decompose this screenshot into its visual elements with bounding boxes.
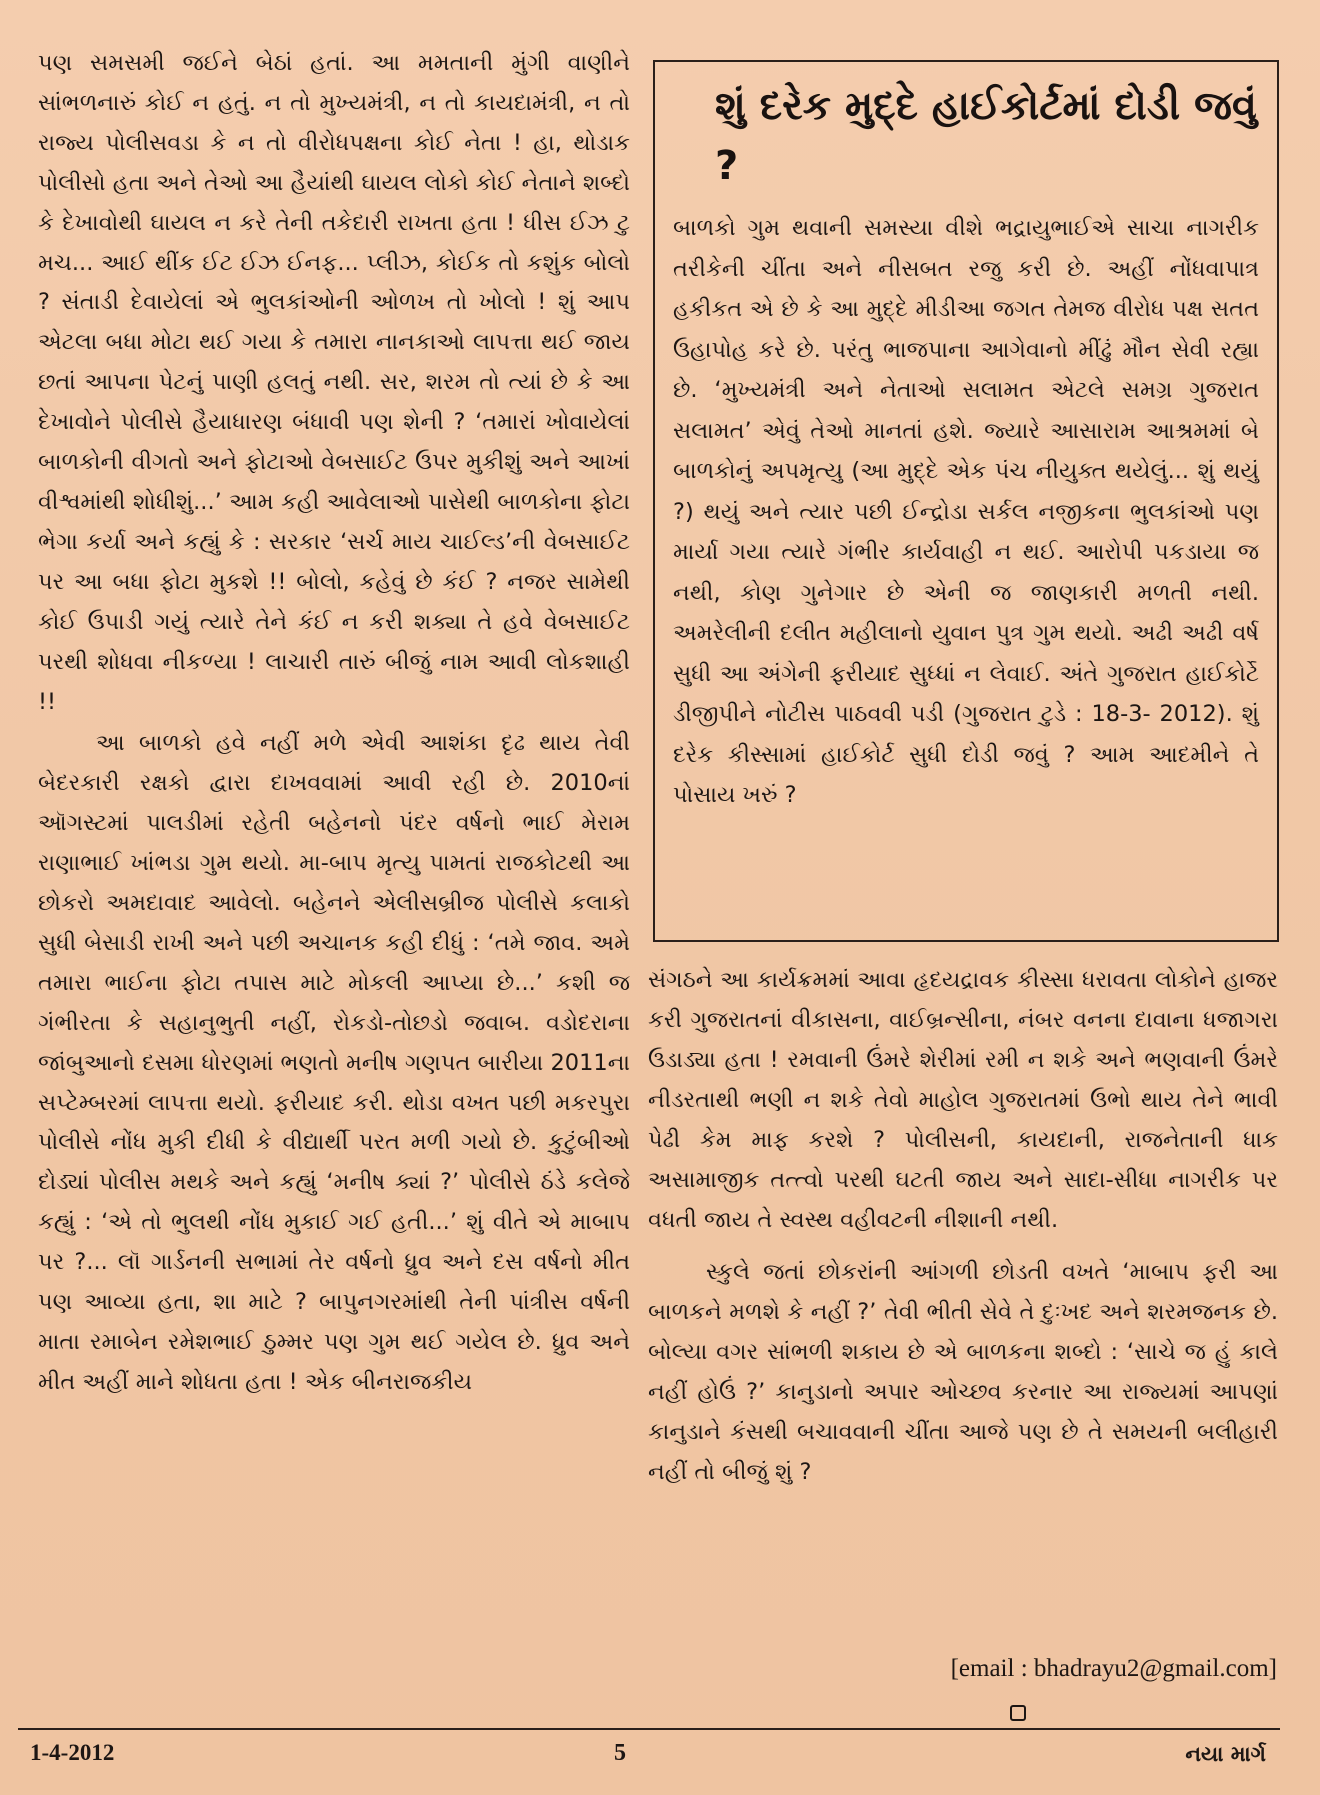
left-paragraph-2: આ બાળકો હવે નહીં મળે એવી આશંકા દૃઢ થાય તેવી બેદરકારી રક્ષકો દ્વારા દાખવવામાં આવી રહી છે. 2010નાં ઑગસ્ટમાં પાલડીમાં રહેતી બહેનનો પંદર વર્ષનો ભાઈ મેરામ રાણાભાઈ ખાંભડા ગુમ થયો. મા-બાપ મૃત્યુ પામતાં રાજકોટથી આ છોકરો અમદાવાદ આવેલો. બહેનને એલીસબ્રીજ પોલીસે કલાકો સુધી બેસાડી રાખી અને પછી અચાનક કહી દીધું : ‘તમે જાવ. અમે તમારા ભાઈના ફોટા તપાસ માટે મોકલી આપ્યા છે...’ કશી જ ગંભીરતા કે સહાનુભુતી નહીં, રોકડો-તોછડો જવાબ. વડોદરાના જાંબુઆનો દસમા ધોરણમાં ભણતો મનીષ ગણપત બારીયા 2011ના સપ્ટેમ્બરમાં લાપત્તા થયો. ફરીયાદ કરી. થોડા વખત પછી મકરપુરા પોલીસે નોંધ મુકી દીધી કે વીદ્યાર્થી પરત મળી ગયો છે. કુટુંબીઓ દોડ્યાં પોલીસ મથકે અને કહ્યું ‘મનીષ ક્યાં ?’ પોલીસે ઠંડે કલેજે કહ્યું : ‘એ તો ભુલથી નોંધ મુકાઈ ગઈ હતી...’ શું વીતે એ માબાપ પર ?... લૉ ગાર્ડનની સભામાં તેર વર્ષનો ધ્રુવ અને દસ વર્ષનો મીત પણ આવ્યા હતા, શા માટે ? બાપુનગરમાંથી તેની પાંત્રીસ વર્ષની માતા રમાબેન રમેશભાઈ ઠુમ્મર પણ ગુમ થઈ ગયેલ છે. ધ્રુવ અને મીત અહીં માને શોધતા હતા ! એક બીનરાજકીય: [38, 730, 630, 1395]
left-paragraph-1: પણ સમસમી જઈને બેઠાં હતાં. આ મમતાની મુંગી વાણીને સાંભળનારું કોઈ ન હતું. ન તો મુખ્યમંત્રી, ન તો કાયદામંત્રી, ન તો રાજ્ય પોલીસવડા કે ન તો વીરોધપક્ષના કોઈ નેતા ! હા, થોડાક પોલીસો હતા અને તેઓ આ હૈયાંથી ઘાયલ લોકો કોઈ નેતાને શબ્દો કે દેખાવોથી ઘાયલ ન કરે તેની તકેદારી રાખતા હતા ! ધીસ ઈઝ ટુ મચ... આઈ થીંક ઈટ ઈઝ ઈનફ... પ્લીઝ, કોઈક તો કશુંક બોલો ? સંતાડી દેવાયેલાં એ ભુલકાંઓની ઓળખ તો ખોલો ! શું આપ એટલા બધા મોટા થઈ ગયા કે તમારા નાનકાઓ લાપત્તા થઈ જાય છતાં આપના પેટનું પાણી હલતું નથી. સર, શરમ તો ત્યાં છે કે આ દેખાવોને પોલીસે હૈયાધારણ બંધાવી પણ શેની ? ‘તમારાં ખોવાયેલાં બાળકોની વીગતો અને ફોટાઓ વેબસાઈટ ઉપર મુકીશું અને આખાં વીશ્વમાંથી શોધીશું...’ આમ કહી આવેલાઓ પાસેથી બાળકોના ફોટા ભેગા કર્યા અને કહ્યું કે : સરકાર ‘સર્ચ માય ચાઈલ્ડ’ની વેબસાઈટ પર આ બધા ફોટા મુકશે !! બોલો, કહેવું છે કંઈ ? નજર સામેથી કોઈ ઉપાડી ગયું ત્યારે તેને કંઈ ન કરી શક્યા તે હવે વેબસાઈટ પરથી શોધવા નીકળ્યા ! લાચારી તારું બીજું નામ આવી લોકશાહી !!: [38, 50, 630, 715]
publication-name: નયા માર્ગ: [1185, 1742, 1266, 1766]
author-email: [email : bhadrayu2@gmail.com]: [950, 1655, 1277, 1682]
box-title: શું દરેક મુદ્દે હાઈકોર્ટમાં દોડી જવું ?: [715, 83, 1257, 189]
page-number: 5: [614, 1740, 626, 1766]
sidebar-box: [653, 60, 1279, 942]
footer-divider: [18, 1728, 1280, 1730]
end-of-article-square-icon: [1010, 1705, 1026, 1721]
right-column: [648, 960, 1278, 1492]
right-paragraph-2: સ્કુલે જતાં છોકરાંની આંગળી છોડતી વખતે ‘માબાપ ફરી આ બાળકને મળશે કે નહીં ?’ તેવી ભીતી સેવે તે દુઃખદ અને શરમજનક છે. બોલ્યા વગર સાંભળી શકાય છે એ બાળકના શબ્દો : ‘સાચે જ હું કાલે નહીં હોઉં ?’ કાનુડાનો અપાર ઓચ્છવ કરનાર આ રાજ્યમાં આપણાં કાનુડાને કંસથી બચાવવાની ચીંતા આજે પણ છે તે સમયની બલીહારી નહીં તો બીજું શું ?: [648, 1259, 1278, 1485]
right-paragraph-1: સંગઠને આ કાર્યક્રમમાં આવા હૃદયદ્રાવક કીસ્સા ધરાવતા લોકોને હાજર કરી ગુજરાતનાં વીકાસના, વાઈબ્રન્સીના, નંબર વનના દાવાના ધજાગરા ઉડાડ્યા હતા ! રમવાની ઉંમરે શેરીમાં રમી ન શકે અને ભણવાની ઉંમરે નીડરતાથી ભણી ન શકે તેવો માહોલ ગુજરાતમાં ઉભો થાય તેને ભાવી પેઢી કેમ માફ કરશે ? પોલીસની, કાયદાની, રાજનેતાની ધાક અસામાજીક તત્ત્વો પરથી ઘટતી જાય અને સાદા-સીધા નાગરીક પર વધતી જાય તે સ્વસ્થ વહીવટની નીશાની નથી.: [648, 967, 1278, 1233]
footer-date: 1-4-2012: [30, 1740, 115, 1765]
box-body: બાળકો ગુમ થવાની સમસ્યા વીશે ભદ્રાયુભાઈએ સાચા નાગરીક તરીકેની ચીંતા અને નીસબત રજુ કરી છે. અહીં નોંધવાપાત્ર હકીકત એ છે કે આ મુદ્દે મીડીઆ જગત તેમજ વીરોધ પક્ષ સતત ઉહાપોહ કરે છે. પરંતુ ભાજપાના આગેવાનો મીંઢું મૌન સેવી રહ્યા છે. ‘મુખ્યમંત્રી અને નેતાઓ સલામત એટલે સમગ્ર ગુજરાત સલામત’ એવું તેઓ માનતાં હશે. જ્યારે આસારામ આશ્રમમાં બે બાળકોનું અપમૃત્યુ (આ મુદ્દે એક પંચ નીયુક્ત થયેલું... શું થયું ?) થયું અને ત્યાર પછી ઈન્દ્રોડા સર્કલ નજીકના ભુલકાંઓ પણ માર્યા ગયા ત્યારે ગંભીર કાર્યવાહી ન થઈ. આરોપી પકડાયા જ નથી, કોણ ગુનેગાર છે એની જ જાણકારી મળતી નથી. અમરેલીની દલીત મહીલાનો યુવાન પુત્ર ગુમ થયો. અઢી અઢી વર્ષ સુધી આ અંગેની ફરીયાદ સુધ્ધાં ન લેવાઈ. અંતે ગુજરાત હાઈકોર્ટે ડીજીપીને નોટીસ પાઠવવી પડી (ગુજરાત ટુડે : 18-3- 2012). શું દરેક કીસ્સામાં હાઈકોર્ટ સુધી દોડી જવું ? આમ આદમીને તે પોસાય ખરું ?: [673, 215, 1259, 808]
left-column: [38, 44, 630, 1403]
